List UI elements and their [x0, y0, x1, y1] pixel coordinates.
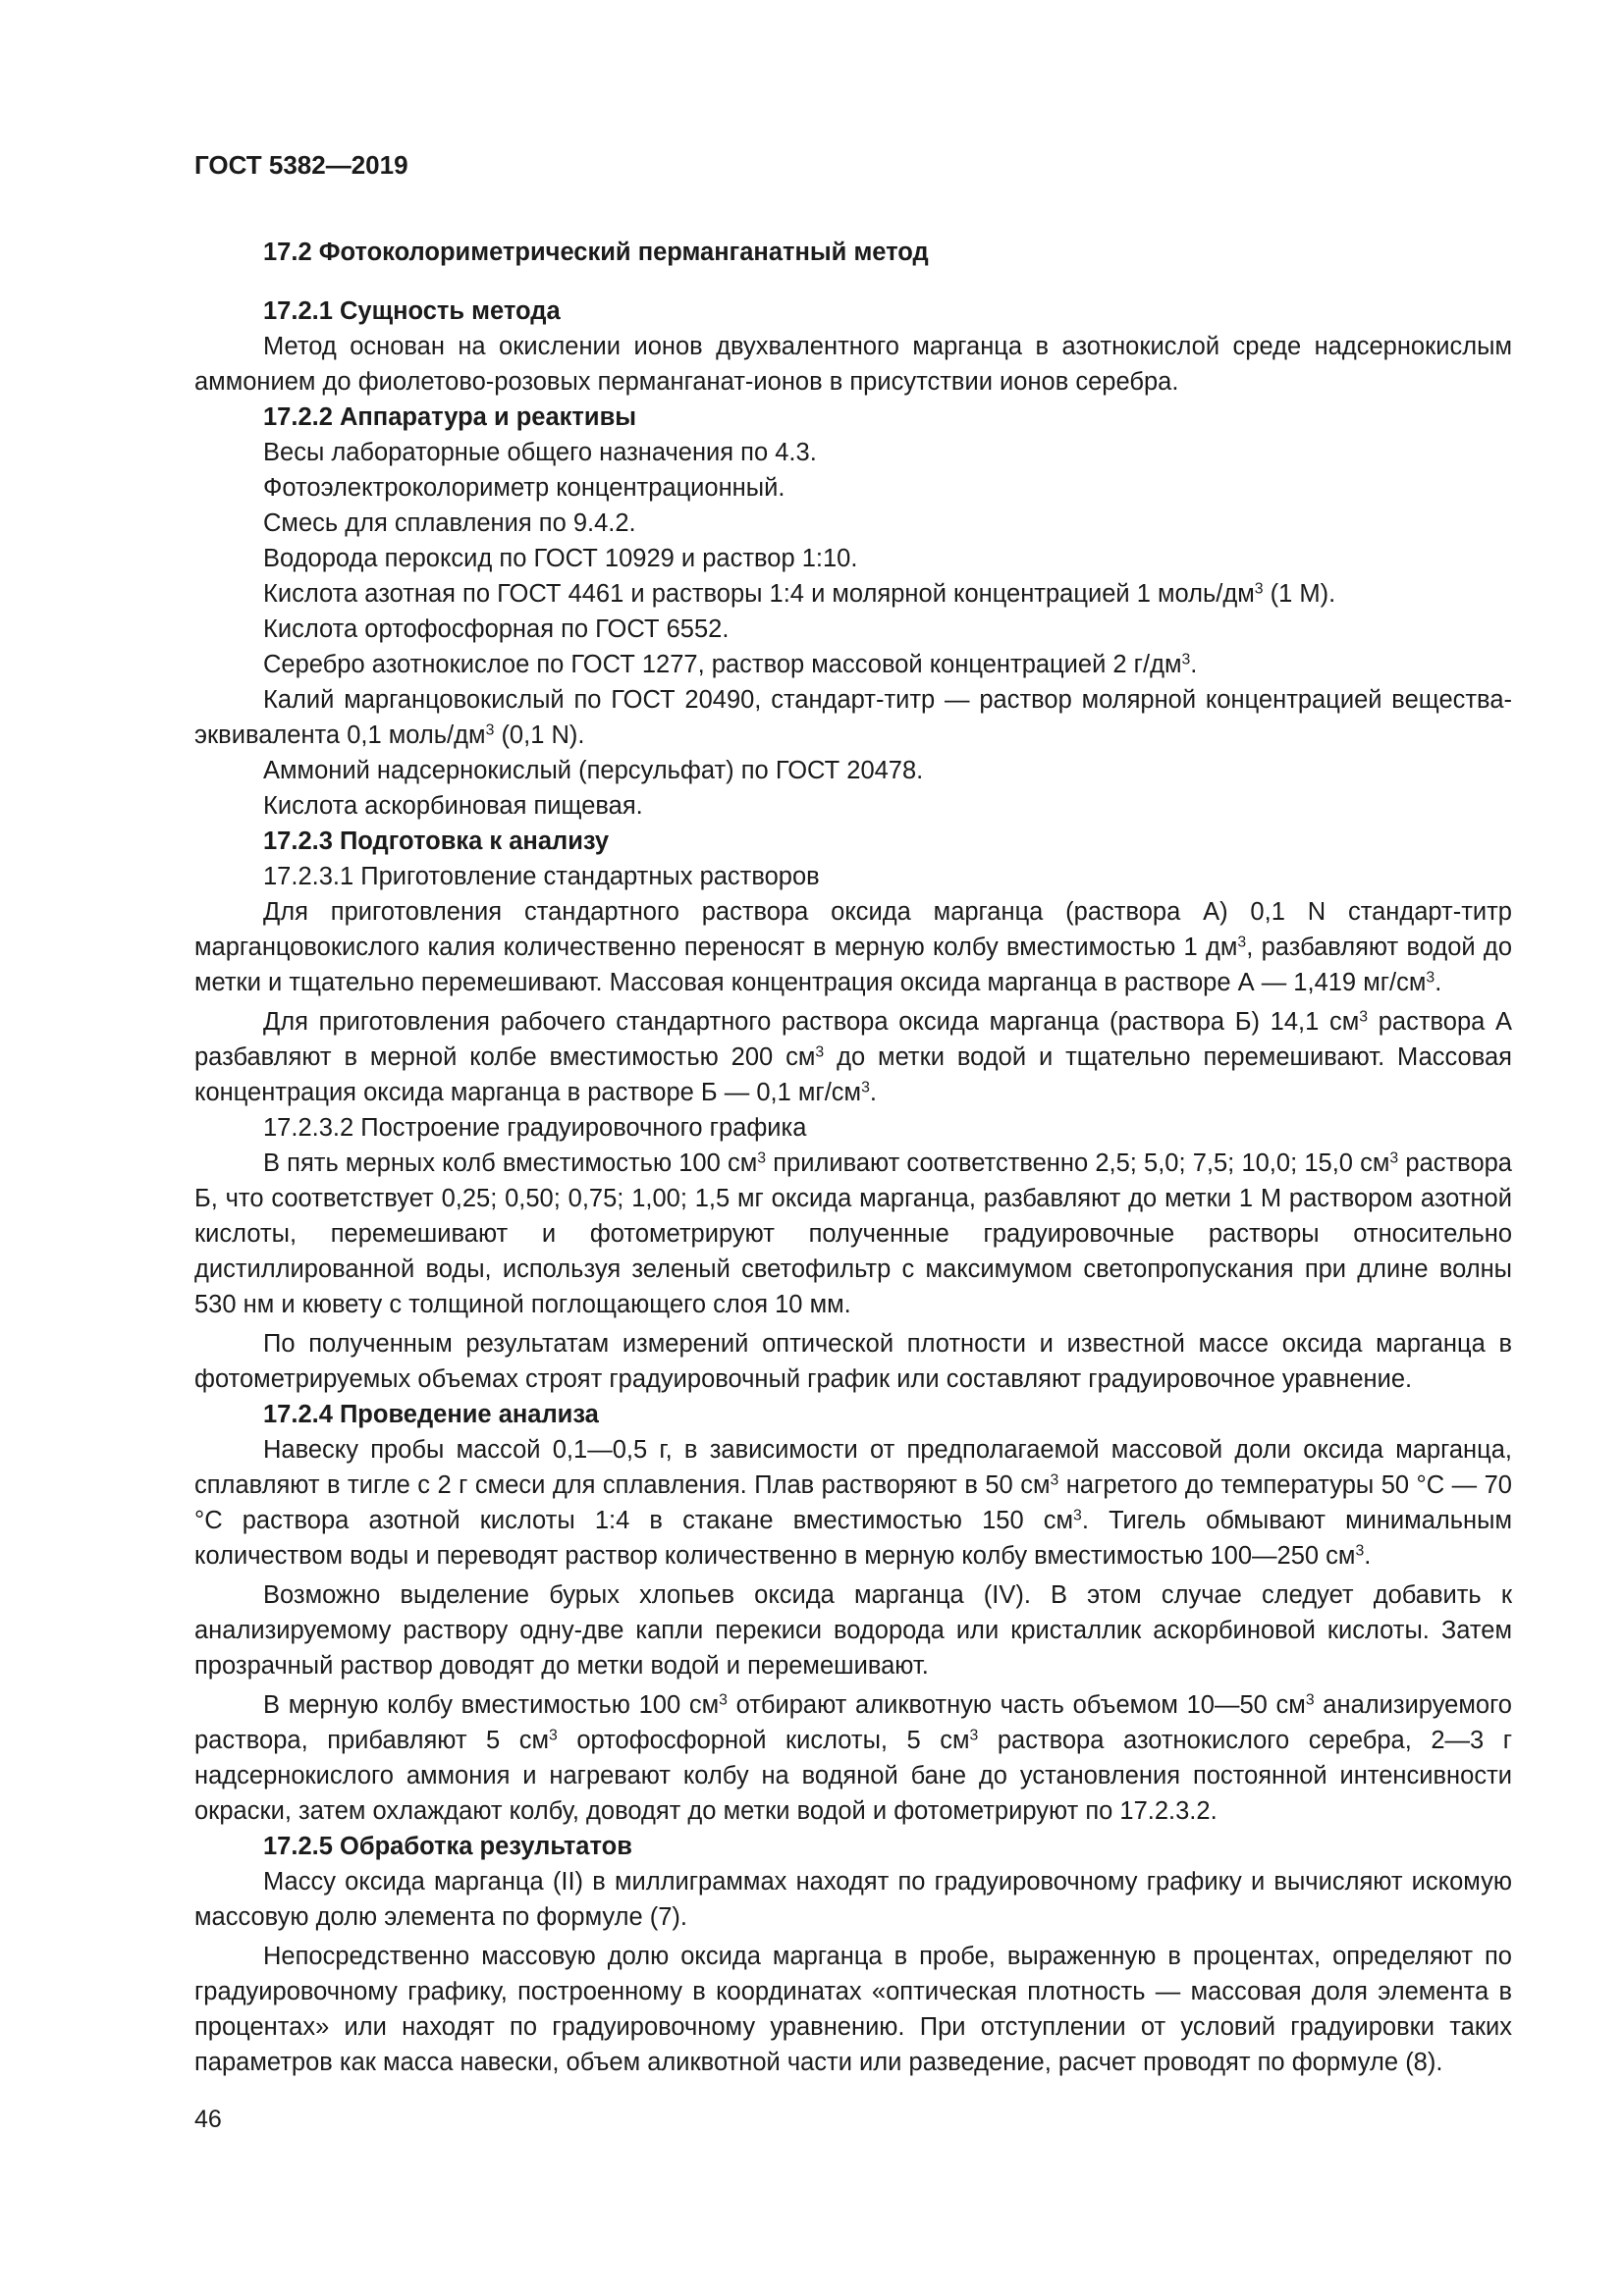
list-item: Серебро азотнокислое по ГОСТ 1277, раствор массовой концентрацией 2 $г/дм^3$.	[263, 651, 1198, 678]
heading-17-2-5: 17.2.5 Обработка результатов	[263, 1833, 632, 1860]
heading-17-2-2: 17.2.2 Аппаратура и реактивы	[263, 403, 637, 431]
document-page	[194, 147, 1512, 2080]
heading-17-2-1: 17.2.1 Сущность метода	[263, 297, 561, 325]
list-item: Кислота аскорбиновая пищевая.	[263, 792, 643, 820]
paragraph: По полученным результатам измерений оптической плотности и известной массе оксида марганца в фотометрируемых объемах строят градуировочный график или составляют градуировочное уравнение.	[194, 1330, 1512, 1393]
paragraph: Навеску пробы массой 0,1—0,5 г, в зависимости от предполагаемой массовой доли оксида марганца, сплавляют в тигле с 2 г смеси для сплавления. Плав растворяют в 50 $см^3$ нагретого до температуры 50 °C — 70 °C раствора азотной кислоты 1:4 в стакане вместимостью 150 $см^3$. Тигель обмывают минимальным количеством воды и переводят раствор количественно в мерную колбу вместимостью 100—250 $см^3$.	[194, 1436, 1512, 1570]
paragraph: Для приготовления стандартного раствора оксида марганца (раствора А) 0,1 N стандарт-титр марганцовокислого калия количественно переносят в мерную колбу вместимостью 1 $дм^3$, разбавляют водой до метки и тщательно перемешивают. Массовая концентрация оксида марганца в растворе А — 1,419 $мг/см^3$.	[194, 898, 1512, 996]
list-item: Калий марганцовокислый по ГОСТ 20490, стандарт-титр — раствор молярной концентрацией вещества-эквивалента 0,1 моль/$дм^3$ (0,1 N).	[194, 686, 1512, 749]
subheading: 17.2.3.1 Приготовление стандартных растворов	[263, 863, 820, 890]
heading-17-2-4: 17.2.4 Проведение анализа	[263, 1401, 599, 1428]
document-code: ГОСТ 5382—2019	[194, 150, 408, 180]
paragraph: Для приготовления рабочего стандартного раствора оксида марганца (раствора Б) 14,1 $см^3$ раствора А разбавляют в мерной колбе вместимостью 200 $см^3$ до метки водой и тщательно перемешивают. Массовая концентрация оксида марганца в растворе Б — 0,1 $мг/см^3$.	[194, 1008, 1513, 1106]
paragraph: Непосредственно массовую долю оксида марганца в пробе, выраженную в процентах, определяют по градуировочному графику, построенному в координатах «оптическая плотность — массовая доля элемента в процентах» или находят по градуировочному уравнению. При отступлении от условий градуировки таких параметров как масса навески, объем аликвотной части или разведение, расчет проводят по формуле (8).	[194, 1943, 1512, 2076]
list-item: Весы лабораторные общего назначения по 4.3.	[263, 439, 817, 466]
list-item: Аммоний надсернокислый (персульфат) по ГОСТ 20478.	[263, 757, 924, 784]
paragraph: В мерную колбу вместимостью 100 $см^3$ отбирают аликвотную часть объемом 10—50 $см^3$ анализируемого раствора, прибавляют 5 $см^3$ ортофосфорной кислоты, 5 $см^3$ раствора азотнокислого серебра, 2—3 г надсернокислого аммония и нагревают колбу на водяной бане до установления постоянной интенсивности окраски, затем охлаждают колбу, доводят до метки водой и фотометрируют по 17.2.3.2.	[194, 1691, 1512, 1825]
subheading: 17.2.3.2 Построение градуировочного графика	[263, 1114, 807, 1142]
list-item: Фотоэлектроколориметр концентрационный.	[263, 474, 785, 502]
paragraph: Возможно выделение бурых хлопьев оксида марганца (IV). В этом случае следует добавить к анализируемому раствору одну-две капли перекиси водорода или кристаллик аскорбиновой кислоты. Затем прозрачный раствор доводят до метки водой и перемешивают.	[194, 1581, 1512, 1680]
paragraph: Массу оксида марганца (II) в миллиграммах находят по градуировочному графику и вычисляют искомую массовую долю элемента по формуле (7).	[194, 1868, 1512, 1931]
list-item: Смесь для сплавления по 9.4.2.	[263, 509, 636, 537]
list-item: Водорода пероксид по ГОСТ 10929 и раствор 1:10.	[263, 545, 858, 572]
paragraph: Метод основан на окислении ионов двухвалентного марганца в азотнокислой среде надсернокислым аммонием до фиолетово-розовых перманганат-ионов в присутствии ионов серебра.	[194, 333, 1512, 396]
heading-17-2-3: 17.2.3 Подготовка к анализу	[263, 828, 610, 855]
paragraph: В пять мерных колб вместимостью 100 $см^3$ приливают соответственно 2,5; 5,0; 7,5; 10,0; 15,0 $см^3$ раствора Б, что соответствует 0,25; 0,50; 0,75; 1,00; 1,5 мг оксида марганца, разбавляют до метки 1 М раствором азотной кислоты, перемешивают и фотометрируют полученные градуировочные растворы относительно дистиллированной воды, используя зеленый светофильтр с максимумом светопропускания при длине волны 530 нм и кювету с толщиной поглощающего слоя 10 мм.	[194, 1149, 1512, 1318]
list-item: Кислота ортофосфорная по ГОСТ 6552.	[263, 615, 730, 643]
page-number: 46	[194, 2106, 222, 2133]
list-item: Кислота азотная по ГОСТ 4461 и растворы 1:4 и молярной концентрацией 1 моль/$дм^3$ (1 М).	[263, 580, 1336, 608]
section-title: 17.2 Фотоколориметрический перманганатный метод	[263, 239, 929, 266]
